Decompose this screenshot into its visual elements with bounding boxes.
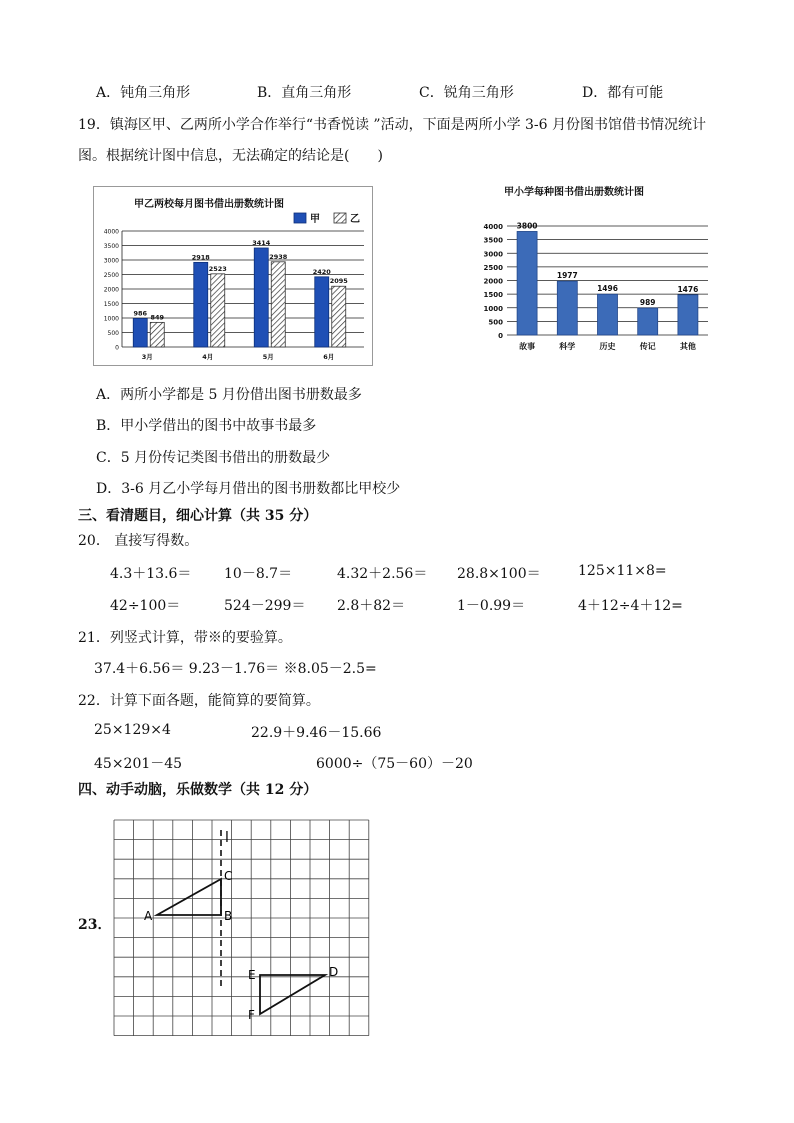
q18-option-b: B．直角三角形	[257, 85, 352, 101]
q20-item: 4＋12÷4＋12=	[578, 598, 683, 614]
y-tick-label: 0	[498, 332, 503, 340]
chart-book-types	[470, 176, 725, 361]
bar-甲	[194, 262, 208, 347]
label-f: F	[248, 1008, 255, 1022]
q20-item: 125×11×8=	[578, 563, 667, 579]
chart2-plot	[470, 176, 725, 361]
chart2-title: 甲小学每种图书借出册数统计图	[504, 187, 644, 198]
chart-monthly-loans	[93, 186, 373, 366]
section3-heading: 三、看清题目，细心计算（共 35 分）	[78, 508, 318, 524]
label-a: A	[144, 909, 153, 923]
data-label: 2095	[329, 277, 348, 286]
x-tick-label: 故事	[519, 342, 536, 351]
data-label: 3800	[516, 221, 538, 231]
data-label: 1476	[677, 284, 699, 294]
y-tick-label: 1500	[483, 291, 503, 300]
q20-item: 1－0.99＝	[457, 598, 526, 614]
bar-乙	[150, 322, 164, 347]
y-tick-label: 2000	[483, 277, 503, 286]
data-label: 3414	[252, 238, 271, 247]
x-tick-label: 科学	[559, 342, 576, 351]
y-tick-label: 2000	[103, 286, 119, 294]
label-e: E	[248, 968, 256, 982]
q20-item: 524－299＝	[224, 598, 306, 614]
y-tick-label: 3000	[103, 257, 119, 265]
q18-option-c: C．锐角三角形	[419, 85, 514, 101]
chart1-plot	[94, 187, 372, 365]
q22-item: 45×201－45	[94, 756, 183, 772]
data-label: 2918	[191, 253, 210, 262]
q19-option-b: B．甲小学借出的图书中故事书最多	[96, 418, 317, 434]
y-tick-label: 2500	[103, 272, 119, 279]
y-tick-label: 0	[115, 344, 119, 352]
bar-乙	[332, 286, 346, 347]
bar	[598, 294, 618, 335]
q18-option-d: D．都有可能	[582, 85, 664, 101]
y-tick-label: 1500	[103, 301, 119, 308]
q19-stem-line2: 图。根据统计图中信息，无法确定的结论是( )	[78, 148, 383, 164]
data-label: 2938	[269, 252, 288, 261]
grid-lines	[114, 820, 369, 1036]
data-label: 849	[150, 313, 165, 322]
q20-item: 28.8×100＝	[457, 566, 541, 582]
y-tick-label: 500	[488, 318, 503, 327]
legend-swatch	[334, 213, 346, 223]
y-tick-label: 3500	[483, 236, 503, 245]
x-tick-label: 其他	[679, 342, 696, 351]
label-d: D	[329, 965, 339, 979]
q19-stem-line1: 19．镇海区甲、乙两所小学合作举行“书香悦读 ”活动，下面是两所小学 3-6 月份图书馆借书情况统计	[78, 117, 707, 133]
x-tick-label: 3月	[141, 353, 153, 361]
q21-expressions: 37.4＋6.56＝ 9.23－1.76＝ ※8.05－2.5=	[94, 661, 377, 677]
x-tick-label: 4月	[202, 353, 214, 361]
q19-option-c: C．5 月份传记类图书借出的册数最少	[96, 450, 331, 466]
y-tick-label: 4000	[483, 223, 503, 231]
data-label: 2523	[208, 264, 227, 273]
y-tick-label: 500	[107, 330, 119, 337]
q22-item: 25×129×4	[94, 722, 171, 738]
y-tick-label: 4000	[103, 228, 119, 236]
q20-title: 20． 直接写得数。	[78, 533, 199, 549]
bar	[638, 308, 658, 335]
q19-option-d: D．3-6 月乙小学每月借出的图书册数都比甲校少	[96, 481, 401, 497]
x-tick-label: 6月	[323, 353, 335, 361]
y-tick-label: 2500	[483, 263, 503, 272]
bar-甲	[254, 248, 268, 347]
bar-乙	[211, 274, 225, 347]
y-tick-label: 1000	[103, 315, 119, 323]
bar	[678, 295, 698, 335]
x-tick-label: 历史	[599, 342, 616, 351]
y-tick-label: 3500	[103, 243, 119, 250]
x-tick-label: 5月	[262, 353, 274, 361]
bar	[517, 231, 537, 335]
q22-item: 6000÷（75－60）－20	[316, 756, 473, 772]
q20-item: 4.32＋2.56＝	[337, 566, 428, 582]
q22-item: 22.9＋9.46－15.66	[251, 725, 382, 741]
bar	[557, 281, 577, 335]
q20-item: 4.3＋13.6＝	[110, 566, 192, 582]
label-c: C	[224, 869, 233, 883]
legend-swatch	[294, 213, 306, 223]
y-tick-label: 3000	[483, 250, 503, 259]
triangle-def	[260, 975, 325, 1014]
bar-甲	[315, 277, 329, 347]
data-label: 1496	[597, 284, 618, 294]
q20-item: 10－8.7＝	[224, 566, 293, 582]
q19-option-a: A．两所小学都是 5 月份借出图书册数最多	[96, 387, 362, 403]
q20-item: 2.8＋82＝	[337, 598, 406, 614]
data-label: 2420	[312, 267, 331, 276]
label-l: l	[225, 830, 229, 846]
x-tick-label: 传记	[639, 342, 656, 351]
y-tick-label: 1000	[483, 304, 503, 313]
triangle-abc	[157, 879, 221, 915]
section4-heading: 四、动手动脑，乐做数学（共 12 分）	[78, 782, 318, 798]
data-label: 1977	[556, 271, 578, 281]
q23-label: 23．	[78, 917, 112, 933]
q21-title: 21．列竖式计算，带※的要验算。	[78, 630, 292, 646]
q20-item: 42÷100＝	[110, 598, 181, 614]
data-label: 986	[133, 309, 148, 318]
chart1-title: 甲乙两校每月图书借出册数统计图	[134, 199, 284, 210]
q18-option-a: A．钝角三角形	[96, 85, 191, 101]
legend-label: 甲	[310, 214, 320, 225]
bar-乙	[271, 262, 285, 347]
bar-甲	[133, 318, 147, 347]
legend-label: 乙	[350, 214, 360, 225]
q23-grid-figure	[110, 814, 375, 1039]
label-b: B	[224, 909, 233, 923]
data-label: 989	[639, 298, 656, 308]
q22-title: 22．计算下面各题，能简算的要简算。	[78, 693, 320, 709]
